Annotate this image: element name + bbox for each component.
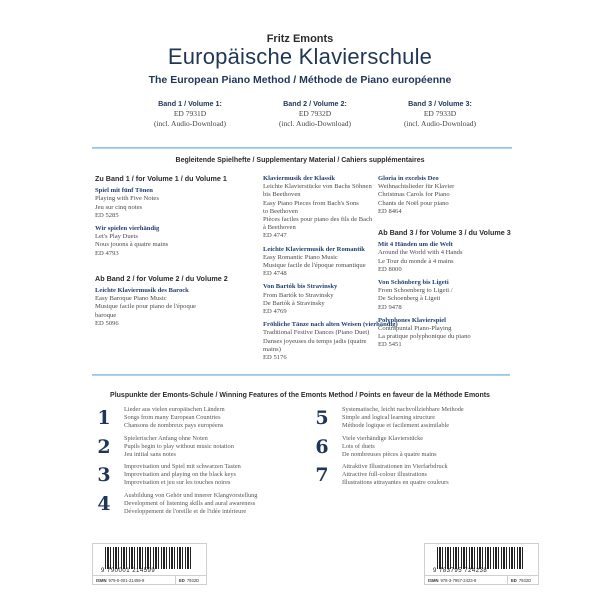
feature-line: Attraktive Illustrationen im Vierfarbdruck — [342, 463, 448, 471]
volume-note: (incl. Audio-Download) — [153, 119, 227, 128]
item-line: Easy Romantic Piano Music — [263, 253, 338, 261]
list-item — [378, 317, 528, 350]
item-line: From Bartók to Stravinsky — [263, 291, 334, 299]
feature-number: 4 — [97, 492, 111, 515]
feature-line: De nombreuses pièces à quatre mains — [342, 450, 437, 458]
supplementary-column-1 — [95, 175, 245, 333]
feature-number: 6 — [315, 435, 329, 458]
item-code: ED 5451 — [378, 341, 402, 349]
item-line: De Schoenberg à Ligeti — [378, 295, 441, 303]
volume-note: (incl. Audio-Download) — [278, 119, 352, 128]
feature-line: Improvisation et jeu sur les touches noires — [124, 479, 231, 487]
feature-number: 1 — [97, 407, 111, 430]
barcode-ed — [176, 578, 206, 583]
item-line: From Schoenberg to Ligeti / — [378, 287, 453, 295]
item-title: Von Bartók bis Stravinsky — [263, 283, 338, 291]
barcode-isbn — [93, 576, 176, 584]
group-heading-volume-2: Ab Band 2 / for Volume 2 / du Volume 2 — [95, 273, 228, 283]
list-item — [378, 241, 528, 274]
item-line: Le Tour du monde à 4 mains — [378, 257, 454, 265]
volume-3 — [385, 99, 495, 129]
ed-label: ED — [511, 577, 517, 583]
list-item — [95, 187, 245, 220]
feature-line: Songs from many European Countries — [124, 414, 221, 422]
item-title: Leichte Klaviermusik des Barock — [95, 287, 189, 295]
item-line: Pièces faciles pour piano des fils de Bach — [263, 216, 373, 224]
divider-top — [92, 147, 512, 149]
feature-text — [124, 492, 257, 516]
item-code: ED 4769 — [263, 308, 287, 316]
feature-text — [342, 406, 464, 430]
volume-label: Band 3 / Volume 3: — [408, 99, 472, 108]
divider-middle — [92, 374, 510, 376]
book-subtitle: The European Piano Method / Méthode de Piano européenne — [148, 74, 452, 86]
item-line: bis Beethoven — [263, 191, 301, 199]
item-title: Klaviermusik der Klassik — [263, 175, 336, 182]
barcode-footer — [93, 575, 206, 584]
feature-text — [342, 463, 449, 487]
item-line: Traditional Festive Dances (Piano Duet) — [263, 329, 370, 337]
feature-item — [90, 404, 310, 433]
volume-list — [135, 99, 495, 129]
feature-line: Lots of duets — [342, 442, 375, 450]
item-line: Musique facile pour piano de l'époque — [95, 303, 196, 311]
feature-item — [90, 490, 310, 519]
feature-number: 3 — [97, 464, 111, 487]
item-line: Danses joyeuses du temps jadis (quatre — [263, 337, 367, 345]
barcode-digits: 9 790001 214599 — [101, 568, 156, 574]
item-line: to Beethoven — [263, 207, 298, 215]
list-item — [95, 287, 245, 328]
item-line: Contrapuntal Piano-Playing — [378, 325, 452, 333]
barcode-bars-icon — [437, 547, 525, 569]
feature-text — [124, 435, 234, 459]
list-item — [378, 175, 528, 216]
item-title: Von Schönberg bis Ligeti — [378, 279, 449, 287]
ed-value: 7932D — [186, 577, 200, 583]
item-line: Easy Baroque Piano Music — [95, 295, 167, 303]
feature-line: Jeu initial sans notes — [124, 450, 176, 458]
item-line: Musique facile de l'époque romantique — [263, 262, 366, 270]
volume-label: Band 2 / Volume 2: — [283, 99, 347, 108]
item-code: ED 8464 — [378, 207, 402, 215]
item-line: Let's Play Duets — [95, 233, 138, 241]
item-line: Jeu sur cinq notes — [95, 203, 143, 211]
item-line: De Bartók à Stravinsky — [263, 299, 325, 307]
feature-line: Systematische, leicht nachvollziehbare Methode — [342, 406, 464, 414]
item-code: ED 5285 — [95, 211, 119, 219]
features-right — [308, 404, 528, 490]
barcode-footer — [425, 575, 538, 584]
feature-item — [308, 461, 528, 490]
volume-label: Band 1 / Volume 1: — [158, 99, 222, 108]
feature-text — [124, 406, 225, 430]
item-title: Fröhliche Tänze nach alten Weisen (vierhändig) — [263, 321, 398, 329]
item-title: Spiel mit fünf Tönen — [95, 187, 153, 195]
ed-value: 7932D — [518, 577, 532, 583]
item-line: Leichte Klavierstücke von Bachs Söhnen — [263, 183, 372, 191]
feature-line: Improvisation and playing on the black keys — [124, 471, 236, 479]
item-title: Gloria in excelsis Deo — [378, 175, 439, 182]
volume-code: ED 7933D — [423, 109, 457, 118]
group-heading-volume-1: Zu Band 1 / for Volume 1 / du Volume 1 — [95, 174, 227, 183]
item-line: baroque — [95, 311, 117, 319]
feature-text — [342, 435, 437, 459]
item-title: Leichte Klaviermusik der Romantik — [263, 245, 365, 253]
volume-code: ED 7932D — [298, 109, 332, 118]
item-code: ED 9478 — [378, 303, 402, 311]
feature-item — [90, 461, 310, 490]
feature-line: Chansons de nombreux pays européens — [124, 422, 224, 430]
feature-line: Illustrations attrayantes en quatre couleurs — [342, 479, 449, 487]
volume-1 — [135, 99, 245, 129]
ed-label: ED — [179, 577, 185, 583]
feature-line: Développement de l'oreille et de l'idée intérieure — [124, 507, 247, 515]
isbn-label: ISMN — [96, 577, 107, 583]
list-item — [95, 225, 245, 258]
isbn-value: 979-0-001-21459-9 — [108, 577, 145, 583]
volume-code: ED 7931D — [173, 109, 207, 118]
item-title: Polyphones Klavierspiel — [378, 316, 446, 324]
item-line: La pratique polyphonique du piano — [378, 333, 471, 341]
features-left — [90, 404, 310, 518]
book-title: Europäische Klavierschule — [167, 44, 433, 69]
feature-number: 5 — [315, 407, 329, 430]
item-line: à Beethoven — [263, 224, 296, 232]
barcode-ismn — [92, 543, 207, 585]
item-line: Weihnachtslieder für Klavier — [378, 183, 455, 191]
item-code: ED 8000 — [378, 265, 402, 273]
item-line: Chants de Noël pour piano — [378, 199, 449, 207]
volume-note: (incl. Audio-Download) — [403, 119, 477, 128]
item-title: Mit 4 Händen um die Welt — [378, 241, 453, 249]
isbn-label: ISMN — [428, 577, 439, 583]
feature-line: Improvisation und Spiel mit schwarzen Tasten — [124, 463, 241, 471]
feature-line: Simple and logical learning structure — [342, 414, 436, 422]
isbn-value: 978-3-7957-2423-8 — [440, 577, 477, 583]
item-line: Christmas Carols for Piano — [378, 191, 450, 199]
barcode-ed — [508, 578, 538, 583]
feature-line: Viele vierhändige Klavierstücke — [342, 434, 424, 442]
feature-item — [90, 433, 310, 462]
barcode-isbn — [424, 543, 539, 585]
supplementary-column-3 — [378, 175, 528, 355]
item-line: Playing with Five Notes — [95, 195, 159, 203]
barcode-isbn-field — [425, 576, 508, 584]
author-name: Fritz Emonts — [266, 33, 334, 45]
item-code: ED 4747 — [263, 232, 287, 240]
item-title: Wir spielen vierhändig — [95, 225, 160, 233]
item-line: Around the World with 4 Hands — [378, 249, 463, 257]
list-item — [378, 279, 528, 312]
feature-item — [308, 433, 528, 462]
feature-line: Attractive full-colour illustrations — [342, 471, 427, 479]
group-heading-volume-3: Ab Band 3 / for Volume 3 / du Volume 3 — [378, 228, 511, 238]
item-code: ED 4793 — [95, 249, 119, 257]
feature-item — [308, 404, 528, 433]
feature-number: 7 — [315, 464, 329, 487]
feature-line: Pupils begin to play without music notation — [124, 442, 234, 450]
item-code: ED 5096 — [95, 319, 119, 327]
feature-line: Ausbildung von Gehör und innerer Klangvorstellung — [124, 491, 258, 499]
item-code: ED 4748 — [263, 270, 287, 278]
item-line: Easy Piano Pieces from Bach's Sons — [263, 199, 359, 207]
feature-text — [124, 463, 241, 487]
item-line: mains) — [263, 345, 281, 353]
barcode-digits: 9 783795 724238 — [433, 568, 488, 574]
barcode-bars-icon — [105, 547, 193, 569]
item-line: Nous jouons à quatre mains — [95, 241, 169, 249]
feature-line: Spielerischer Anfang ohne Noten — [124, 434, 208, 442]
item-code: ED 5176 — [263, 354, 287, 362]
volume-2 — [260, 99, 370, 129]
feature-line: Méthode logique et facilement assimilable — [342, 422, 450, 430]
features-heading: Pluspunkte der Emonts-Schule / Winning Features of the Emonts Method / Points en faveur de la Méthode Emonts — [110, 392, 490, 399]
feature-number: 2 — [97, 435, 111, 458]
feature-line: Development of listening skills and aural awareness — [124, 499, 256, 507]
supplementary-heading: Begleitende Spielhefte / Supplementary Material / Cahiers supplémentaires — [175, 157, 425, 164]
feature-line: Lieder aus vielen europäischen Ländern — [124, 406, 225, 414]
